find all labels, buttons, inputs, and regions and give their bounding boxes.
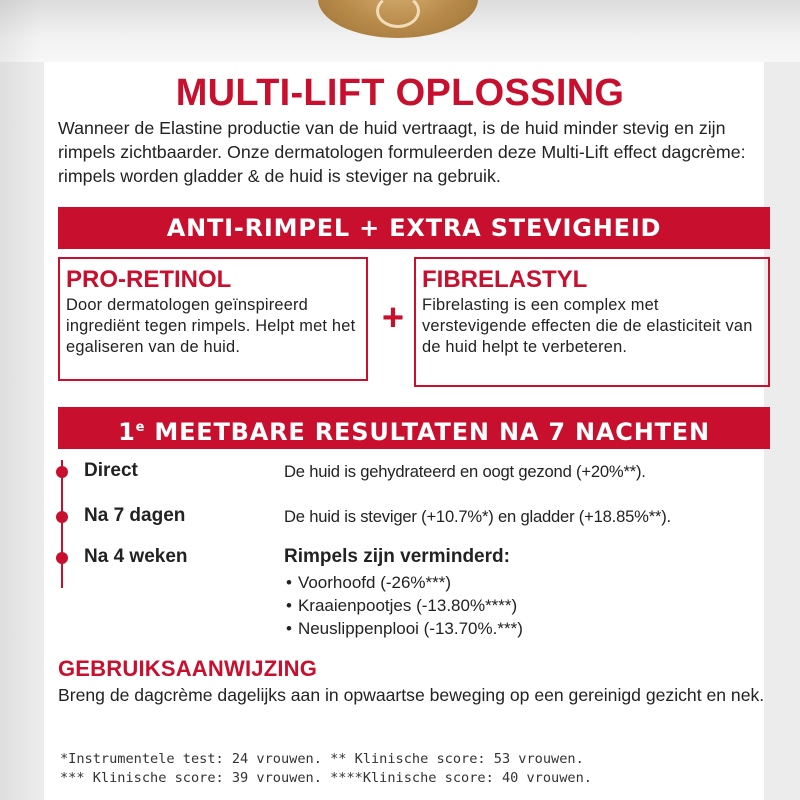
timeline-line: [61, 460, 63, 588]
results-text: MEETBARE RESULTATEN NA 7 NACHTEN: [145, 418, 710, 446]
ingredient-title: FIBRELASTYL: [422, 266, 588, 293]
ingredient-title: PRO-RETINOL: [66, 266, 232, 293]
footnote-line: *Instrumentele test: 24 vrouwen. ** Klinische score: 53 vrouwen.: [60, 751, 584, 767]
timeline-label-direct: Direct: [84, 460, 138, 481]
list-item: • Neuslippenplooi (-13.70%.***): [286, 617, 523, 640]
logo-mark: [376, 0, 420, 28]
intro-paragraph: Wanneer de Elastine productie van de huid vertraagt, is de huid minder stevig en zijn rimpels zichtbaarder. Onze dermatologen formuleerden deze Multi-Lift effect dagcrème: rimpels worden gladder & de huid is steviger na gebruik.: [58, 118, 746, 186]
plus-icon: +: [381, 297, 405, 339]
wrinkle-reduction-list: [286, 571, 523, 640]
usage-text: Breng de dagcrème dagelijks aan in opwaartse beweging op een gereinigd gezicht en nek.: [58, 685, 765, 705]
results-banner: [58, 407, 770, 449]
timeline-dot-icon: [56, 552, 68, 564]
footnotes: [60, 750, 772, 788]
results-number: 1: [118, 418, 136, 446]
benefit-banner: ANTI-RIMPEL + EXTRA STEVIGHEID: [58, 207, 770, 249]
ingredient-box-pro-retinol: [58, 257, 368, 381]
timeline-label-4-weeks: Na 4 weken: [84, 546, 188, 567]
footnote-line: *** Klinische score: 39 vrouwen. ****Klinische score: 40 vrouwen.: [60, 770, 592, 786]
usage-title: GEBRUIKSAANWIJZING: [58, 656, 318, 681]
timeline-label-7-days: Na 7 dagen: [84, 505, 186, 526]
timeline-dot-icon: [56, 466, 68, 478]
timeline-dot-icon: [56, 511, 68, 523]
ingredient-box-fibrelastyl: [414, 257, 770, 387]
product-title: MULTI-LIFT OPLOSSING: [175, 72, 625, 114]
timeline-result-4-weeks-heading: Rimpels zijn verminderd:: [284, 546, 510, 567]
ingredient-description: Door dermatologen geïnspireerd ingrediënt tegen rimpels. Helpt met het egaliseren van de huid.: [66, 296, 356, 356]
timeline-result-7-days: De huid is steviger (+10.7%*) en gladder (+18.85%**).: [284, 507, 671, 526]
results-superscript: e: [135, 420, 146, 435]
ingredient-description: Fibrelasting is een complex met verstevigende effecten die de elasticiteit van de huid helpt te verbeteren.: [422, 296, 753, 356]
list-item: • Kraaienpootjes (-13.80%****): [286, 594, 523, 617]
timeline-result-direct: De huid is gehydrateerd en oogt gezond (+20%**).: [284, 462, 646, 481]
package-side-shading: [0, 0, 40, 800]
list-item: • Voorhoofd (-26%***): [286, 571, 523, 594]
